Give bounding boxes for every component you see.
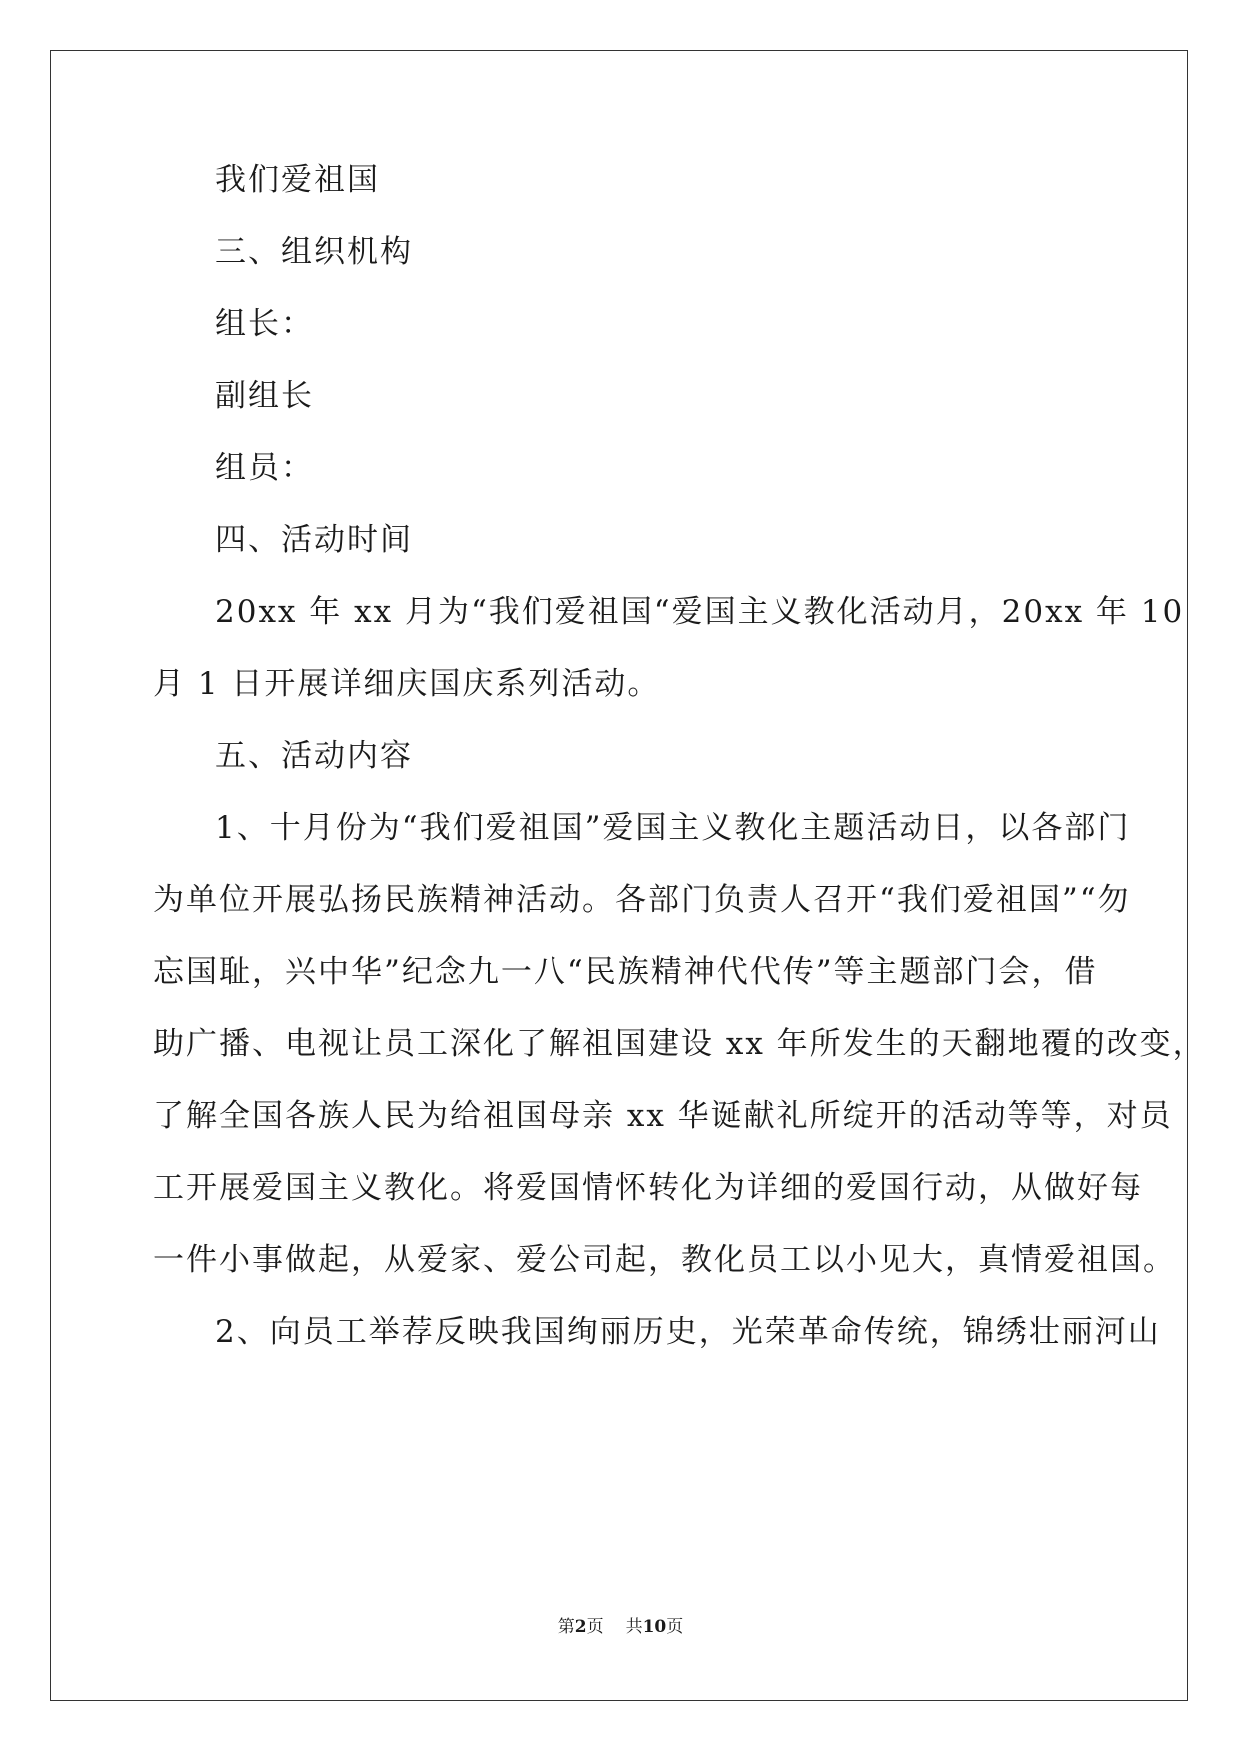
- text-line: 了解全国各族人民为给祖国母亲 xx 华诞献礼所绽开的活动等等，对员: [153, 1098, 1173, 1134]
- text-line: 三、组织机构: [215, 234, 413, 270]
- text-line: 为单位开展弘扬民族精神活动。各部门负责人召开“我们爱祖国”“勿: [153, 882, 1131, 918]
- text-line: 组员：: [215, 450, 314, 486]
- footer-page-suffix: 页: [586, 1617, 604, 1637]
- text-line: 组长：: [215, 306, 314, 342]
- text-line: 月 1 日开展详细庆国庆系列活动。: [153, 666, 661, 702]
- text-line: 四、活动时间: [215, 522, 413, 558]
- text-line: 2、向员工举荐反映我国绚丽历史，光荣革命传统，锦绣壮丽河山: [215, 1314, 1161, 1350]
- page-border: [50, 50, 1188, 1701]
- text-line: 五、活动内容: [215, 738, 413, 774]
- footer-prefix: 第: [557, 1617, 575, 1637]
- footer-total-prefix: 共: [625, 1617, 643, 1637]
- footer-total-suffix: 页: [666, 1617, 684, 1637]
- text-line: 我们爱祖国: [215, 162, 380, 198]
- text-line: 20xx 年 xx 月为“我们爱祖国“爱国主义教化活动月，20xx 年 10: [215, 594, 1185, 630]
- text-line: 一件小事做起，从爱家、爱公司起，教化员工以小见大，真情爱祖国。: [153, 1242, 1176, 1278]
- text-line: 1、十月份为“我们爱祖国”爱国主义教化主题活动日，以各部门: [215, 810, 1131, 846]
- text-line: 忘国耻，兴中华”纪念九一八“民族精神代代传”等主题部门会，借: [153, 954, 1098, 990]
- text-line: 工开展爱国主义教化。将爱国情怀转化为详细的爱国行动，从做好每: [153, 1170, 1143, 1206]
- page-total: 10: [642, 1617, 667, 1637]
- page-number: 2: [574, 1617, 587, 1637]
- text-line: 副组长: [215, 378, 314, 414]
- page-footer: [0, 1612, 1241, 1637]
- text-line: 助广播、电视让员工深化了解祖国建设 xx 年所发生的天翻地覆的改变，: [153, 1026, 1206, 1062]
